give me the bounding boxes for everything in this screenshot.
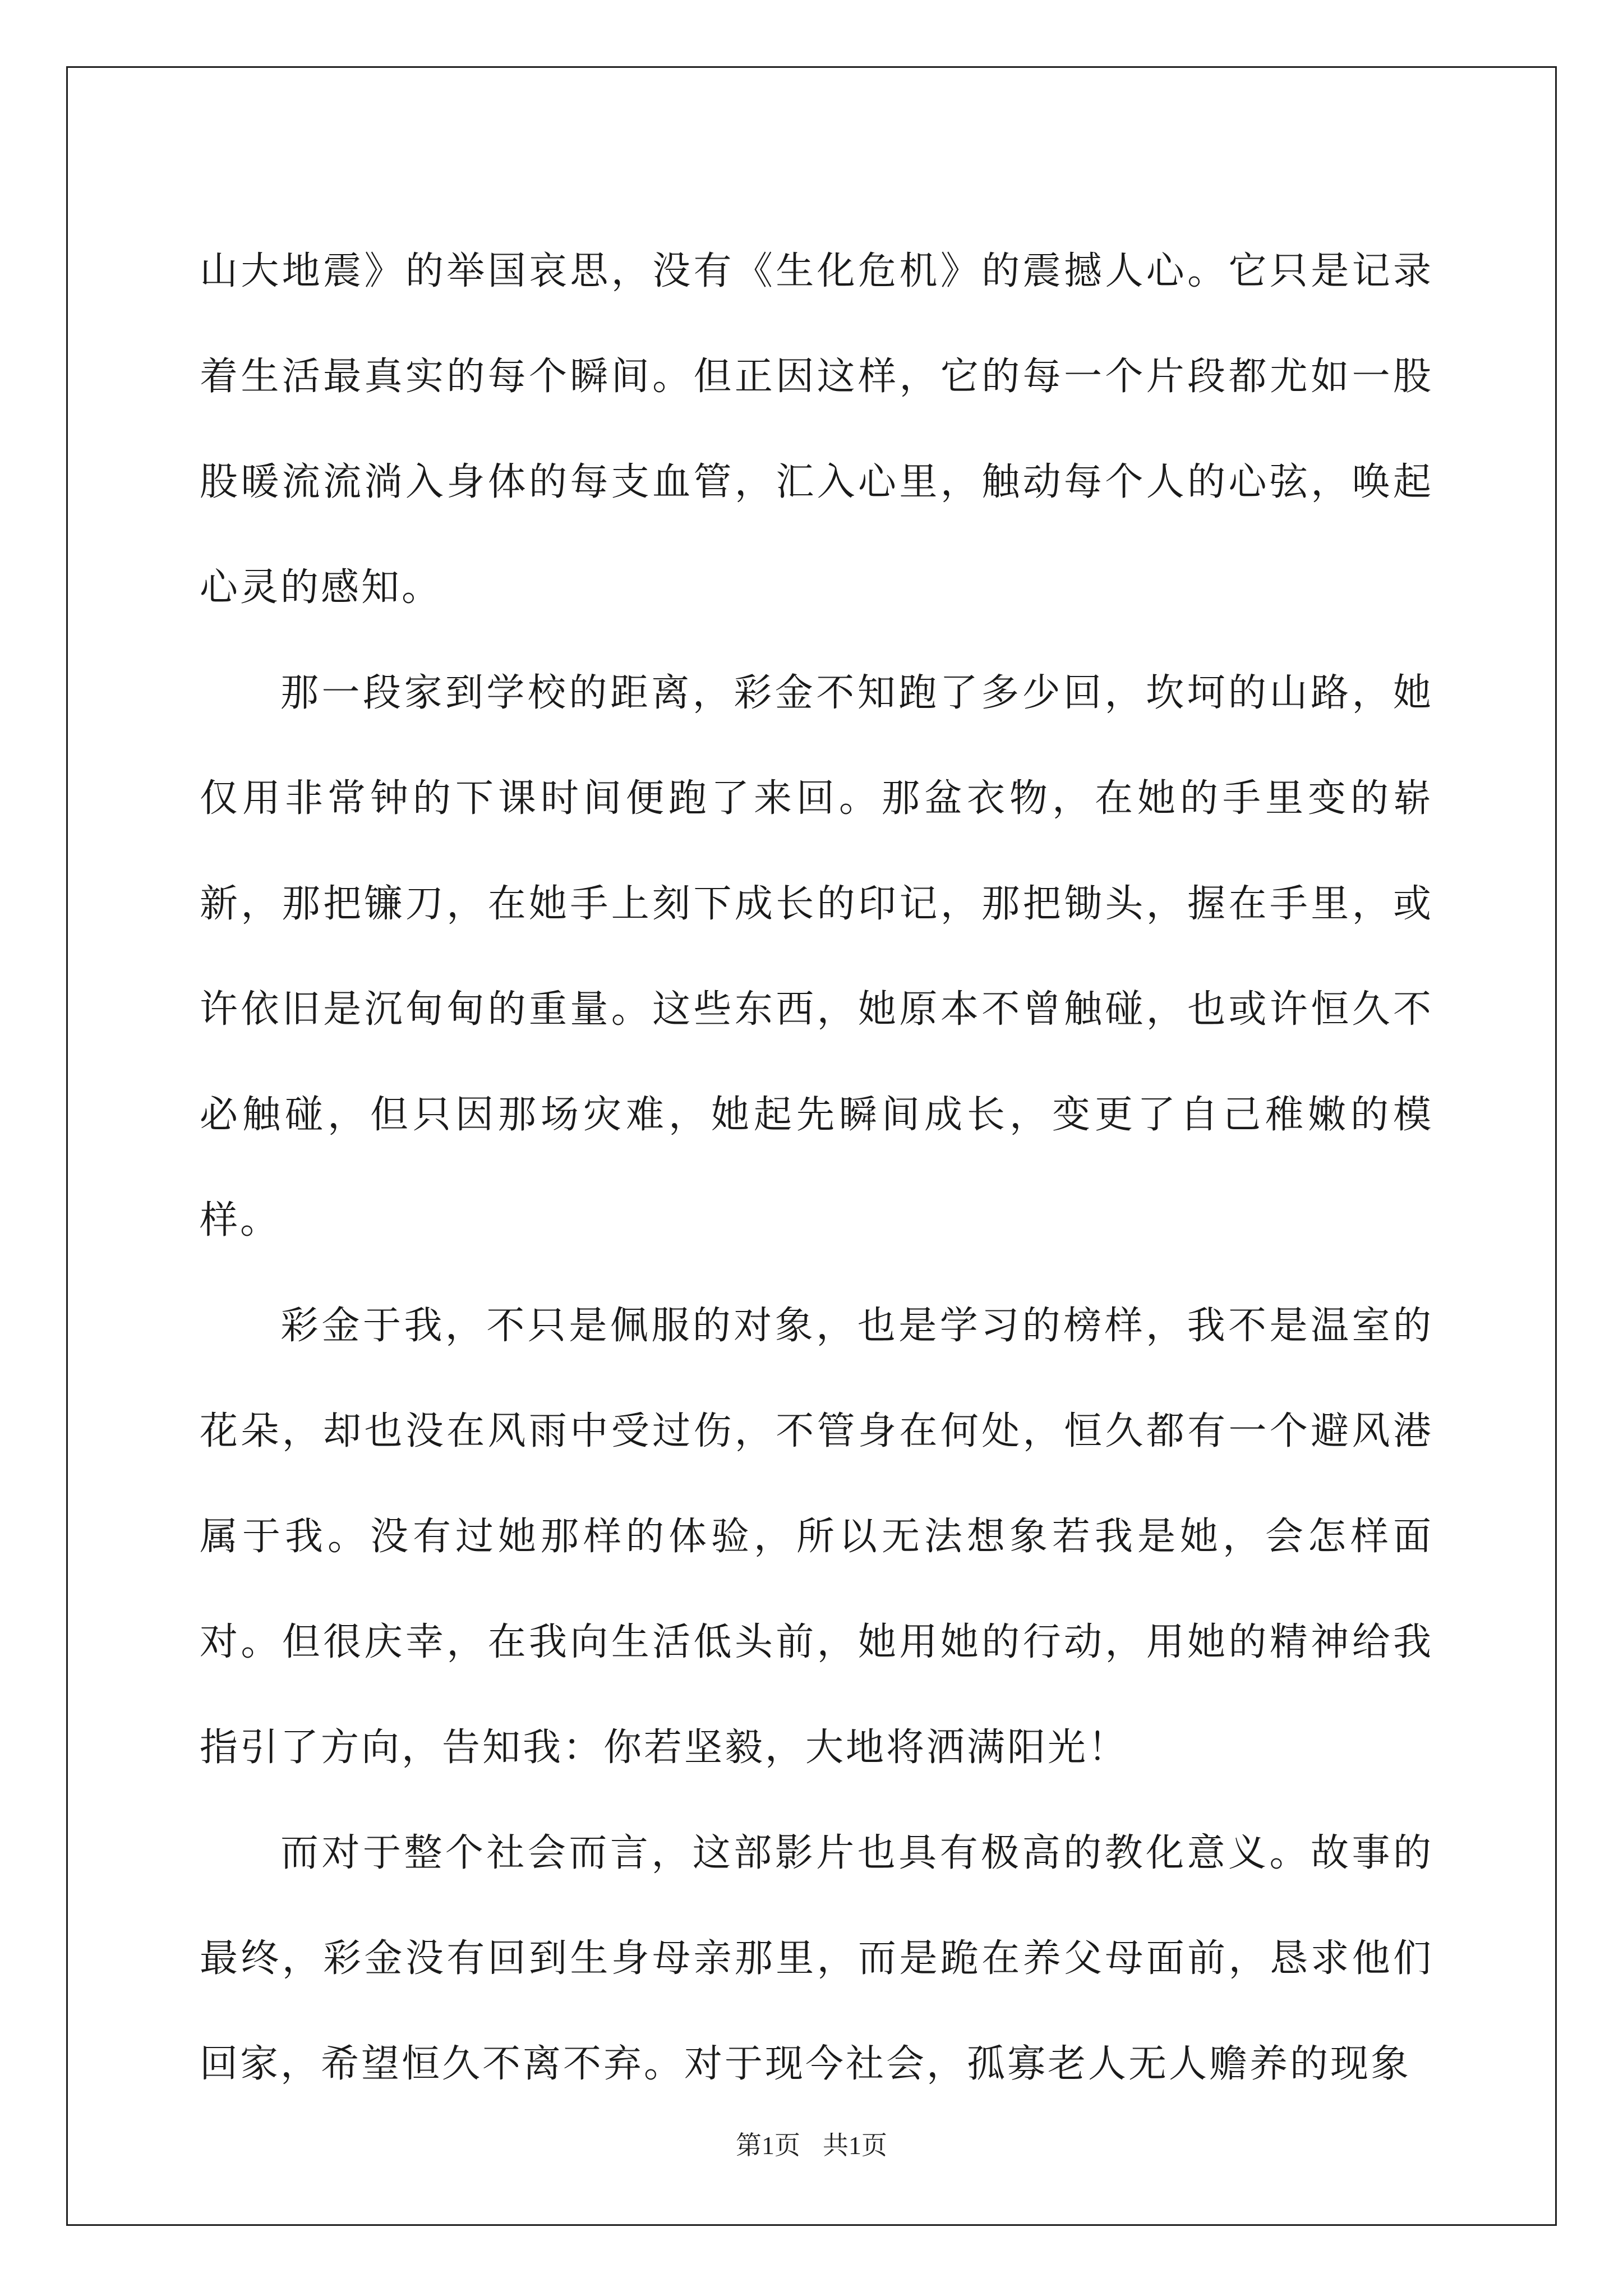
page-number-total: 共1页: [823, 2131, 887, 2160]
paragraph-1: 山大地震》的举国哀思，没有《生化危机》的震撼人心。它只是记录着生活最真实的每个瞬间。但正因这样，它的每一个片段都尤如一股股暖流流淌入身体的每支血管，汇入心里，触动每个人的心弦，唤起心灵的感知。: [200, 249, 1433, 610]
paragraph-3: 彩金于我，不只是佩服的对象，也是学习的榜样，我不是温室的花朵，却也没在风雨中受过伤，不管身在何处，恒久都有一个避风港属于我。没有过她那样的体验，所以无法想象若我是她，会怎样面对。但很庆幸，在我向生活低头前，她用她的行动，用她的精神给我指引了方向，告知我：你若坚毅，大地将洒满阳光！: [200, 1304, 1433, 1770]
document-body: [200, 219, 1433, 2117]
page-footer: [0, 2125, 1623, 2162]
paragraph-4: 而对于整个社会而言，这部影片也具有极高的教化意义。故事的最终，彩金没有回到生身母亲那里，而是跪在养父母面前，恳求他们回家，希望恒久不离不弃。对于现今社会，孤寡老人无人赡养的现象: [200, 1831, 1433, 2086]
paragraph-2: 那一段家到学校的距离，彩金不知跑了多少回，坎坷的山路，她仅用非常钟的下课时间便跑了来回。那盆衣物，在她的手里变的崭新，那把镰刀，在她手上刻下成长的印记，那把锄头，握在手里，或许依旧是沉甸甸的重量。这些东西，她原本不曾触碰，也或许恒久不必触碰，但只因那场灾难，她起先瞬间成长，变更了自己稚嫩的模样。: [200, 671, 1433, 1243]
page-number-current: 第1页: [736, 2131, 800, 2160]
